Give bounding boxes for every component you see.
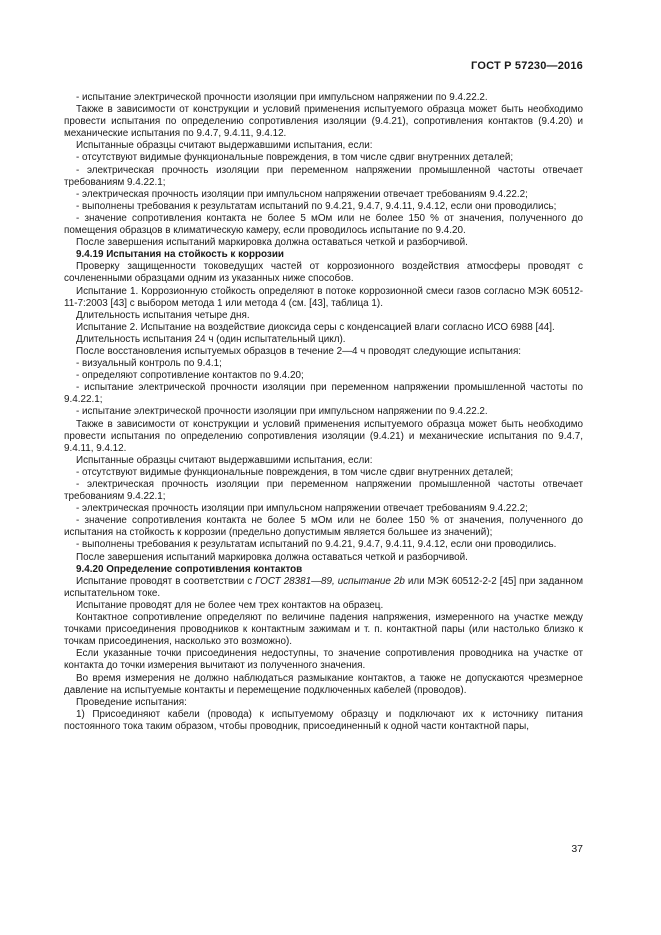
list-item: - определяют сопротивление контактов по 9.4.20; [76, 370, 304, 382]
text-run: или МЭК 60512-2-2 [45] при заданном испытательном токе. [64, 575, 583, 599]
list-item: - электрическая прочность изоляции при переменном напряжении промышленной частоты отвечает требованиям 9.4.22.1; [64, 164, 583, 188]
paragraph: Испытание 1. Коррозионную стойкость определяют в потоке коррозионной смеси газов согласно МЭК 60512-11-7:2003 [43] с выбором метода 1 или метода 4 (см. [43], таблица 1). [64, 285, 583, 309]
paragraph-test-reference [64, 576, 583, 600]
list-item: - значение сопротивления контакта не более 5 мОм или не более 150 % от значения, полученного до испытания на стойкость к коррозии (предельно допустимым является большее из значений); [64, 515, 583, 539]
paragraph: Испытанные образцы считают выдержавшими испытания, если: [76, 140, 373, 152]
list-item: - электрическая прочность изоляции при импульсном напряжении отвечает требованиям 9.4.22.2; [76, 503, 528, 515]
list-item: - значение сопротивления контакта не более 5 мОм или не более 150 % от значения, полученного до помещения образцов в климатическую камеру, если проводилось испытание по 9.4.20. [64, 212, 583, 237]
paragraph: Длительность испытания четыре дня. [76, 309, 250, 321]
section-heading-9-4-20: 9.4.20 Определение сопротивления контактов [76, 563, 303, 575]
paragraph: После завершения испытаний маркировка должна оставаться четкой и разборчивой. [76, 237, 468, 249]
paragraph: Испытание проводят для не более чем трех контактов на образец. [76, 599, 384, 611]
list-item: - испытание электрической прочности изоляции при переменном напряжении промышленной частоты по 9.4.22.1; [64, 382, 583, 406]
document-header: ГОСТ Р 57230—2016 [471, 60, 583, 72]
paragraph: Также в зависимости от конструкции и условий применения испытуемого образца может быть необходимо провести испытания по определению сопротивления изоляции (9.4.21), сопротивления контактов (9.4.20) и механические испытания по 9.4.7, 9.4.11, 9.4.12. [64, 104, 583, 140]
list-item: - испытание электрической прочности изоляции при импульсном напряжении по 9.4.22.2. [76, 406, 488, 418]
standard-reference: ГОСТ 28381—89, испытание 2b [255, 575, 405, 587]
list-item: - визуальный контроль по 9.4.1; [76, 358, 222, 370]
page-number: 37 [571, 843, 583, 855]
document-body [64, 92, 583, 733]
list-item: - электрическая прочность изоляции при переменном напряжении промышленной частоты отвечает требованиям 9.4.22.1; [64, 479, 583, 503]
paragraph: Также в зависимости от конструкции и условий применения испытуемого образца может быть необходимо провести испытания по определению сопротивления изоляции (9.4.21) и механические испытания по 9.4.7, 9.4.11, 9.4.12. [64, 418, 583, 454]
paragraph: Длительность испытания 24 ч (один испытательный цикл). [76, 333, 346, 345]
paragraph: Проверку защищенности токоведущих частей от коррозионного воздействия атмосферы проводят с сочлененными образцами одним из указанных ниже способов. [64, 261, 583, 285]
section-heading-9-4-19: 9.4.19 Испытания на стойкость к коррозии [76, 249, 284, 261]
list-item: - отсутствуют видимые функциональные повреждения, в том числе сдвиг внутренних деталей; [76, 152, 514, 164]
text-run: Испытание проводят в соответствии с [76, 575, 256, 587]
paragraph: Проведение испытания: [76, 696, 187, 708]
paragraph: После восстановления испытуемых образцов в течение 2—4 ч проводят следующие испытания: [76, 345, 522, 357]
paragraph: 1) Присоединяют кабели (провода) к испытуемому образцу и подключают их к источнику питания постоянного тока таким образом, чтобы проводник, присоединенный к одной части контактной пары, [64, 708, 583, 732]
paragraph: Контактное сопротивление определяют по величине падения напряжения, измеренного на участке между точками присоединения проводников к контактным зажимам и т. п. контактной пары (или настолько близко к точкам присоединения, насколько это возможно). [64, 612, 583, 648]
paragraph: Если указанные точки присоединения недоступны, то значение сопротивления проводника на участке от контакта до точки измерения вычитают из полученного значения. [64, 648, 583, 672]
paragraph: Испытание 2. Испытание на воздействие диоксида серы с конденсацией влаги согласно ИСО 6988 [44]. [76, 321, 555, 333]
paragraph: Во время измерения не должно наблюдаться размыкание контактов, а также не допускаются чрезмерное давление на испытуемые контакты и перемещение подключенных кабелей (проводов). [64, 672, 583, 696]
list-item: - выполнены требования к результатам испытаний по 9.4.21, 9.4.7, 9.4.11, 9.4.12, если они проводились. [76, 539, 557, 551]
paragraph: Испытанные образцы считают выдержавшими испытания, если: [76, 454, 373, 466]
list-item: - выполнены требования к результатам испытаний по 9.4.21, 9.4.7, 9.4.11, 9.4.12, если они проводились; [76, 200, 557, 212]
list-item: - испытание электрической прочности изоляции при импульсном напряжении по 9.4.22.2. [76, 92, 488, 103]
list-item: - электрическая прочность изоляции при импульсном напряжении отвечает требованиям 9.4.22.2; [76, 188, 528, 200]
list-item: - отсутствуют видимые функциональные повреждения, в том числе сдвиг внутренних деталей; [76, 466, 514, 478]
paragraph: После завершения испытаний маркировка должна оставаться четкой и разборчивой. [76, 551, 468, 563]
